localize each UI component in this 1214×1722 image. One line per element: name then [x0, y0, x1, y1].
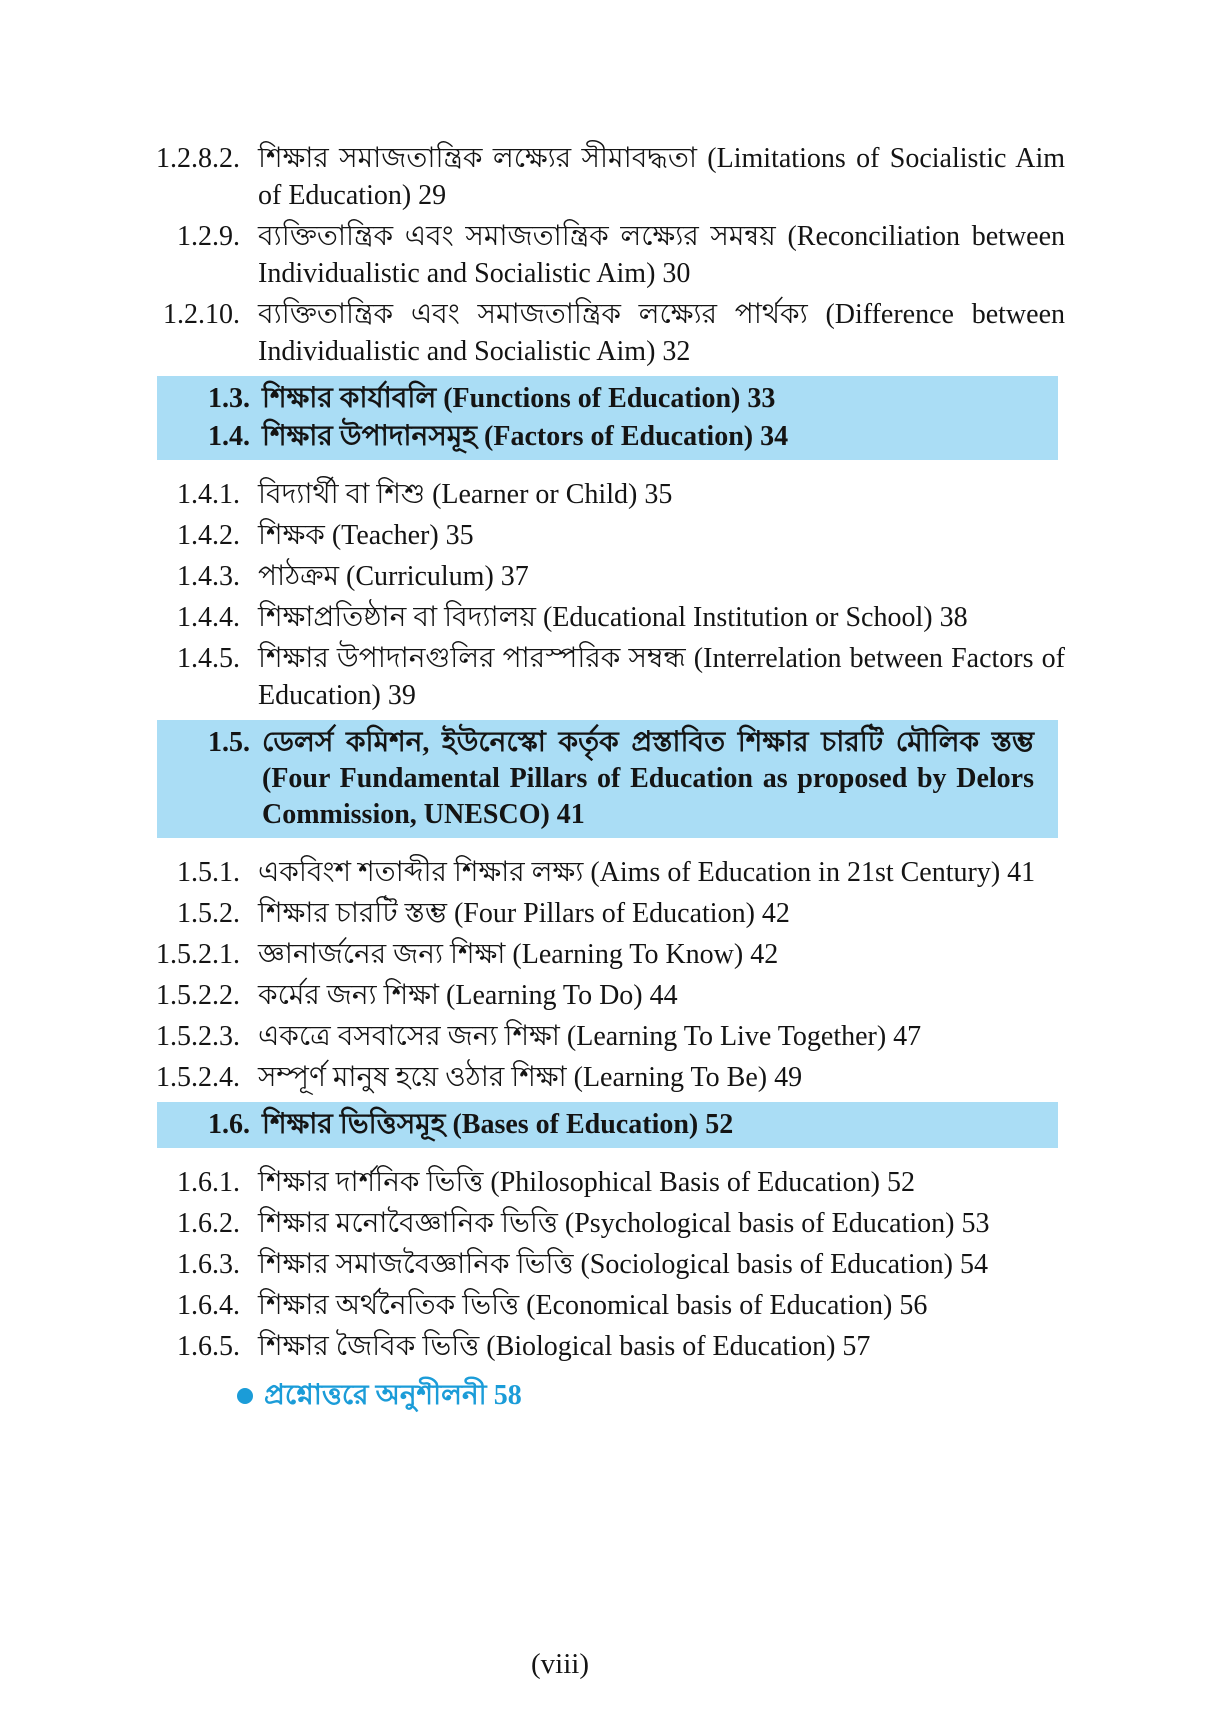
toc-entry — [152, 936, 1065, 973]
toc-entry — [157, 1107, 1058, 1143]
toc-entry — [157, 381, 1058, 417]
entry-number: 1.4.1. — [177, 479, 240, 510]
entry-number: 1.5.2. — [177, 898, 240, 929]
page-number: (viii) — [531, 1648, 589, 1680]
entry-title: শিক্ষার উপাদানগুলির পারস্পরিক সম্বন্ধ (Interrelation between Factors of Education) 39 — [258, 643, 1065, 711]
entry-number: 1.5.2.1. — [156, 939, 240, 970]
entry-title: শিক্ষার মনোবৈজ্ঞানিক ভিত্তি (Psychological basis of Education) 53 — [258, 1208, 990, 1239]
toc-entry — [152, 1287, 1065, 1324]
exercise-bullet-item — [152, 1377, 1065, 1414]
entry-number: 1.6.4. — [177, 1290, 240, 1321]
entry-number: 1.2.9. — [177, 221, 240, 252]
entry-number: 1.4.5. — [177, 643, 240, 674]
exercise-label: প্রশ্নোত্তরে অনুশীলনী 58 — [264, 1380, 522, 1411]
section-number: 1.3. — [208, 383, 250, 414]
entry-title: ব্যক্তিতান্ত্রিক এবং সমাজতান্ত্রিক লক্ষ্যের সমন্বয় (Reconciliation between Individualistic and Socialistic Aim) 30 — [258, 221, 1065, 289]
toc-entry — [152, 1205, 1065, 1242]
section-title: শিক্ষার উপাদানসমূহ (Factors of Education) 34 — [262, 421, 789, 452]
entry-number: 1.5.2.2. — [156, 980, 240, 1011]
entry-title: শিক্ষার চারটি স্তম্ভ (Four Pillars of Education) 42 — [258, 898, 790, 929]
section-title: শিক্ষার ভিত্তিসমূহ (Bases of Education) 52 — [262, 1109, 734, 1140]
entry-number: 1.5.2.3. — [156, 1021, 240, 1052]
toc-entry — [152, 476, 1065, 513]
entry-title: সম্পূর্ণ মানুষ হয়ে ওঠার শিক্ষা (Learning To Be) 49 — [258, 1062, 803, 1093]
toc-entry — [152, 1328, 1065, 1365]
entry-number: 1.6.5. — [177, 1331, 240, 1362]
toc-entry — [152, 1059, 1065, 1096]
toc-entry — [157, 725, 1058, 833]
entry-number: 1.4.2. — [177, 520, 240, 551]
highlighted-section — [157, 376, 1058, 460]
entry-number: 1.2.10. — [163, 299, 240, 330]
section-title: ডেলর্স কমিশন, ইউনেস্কো কর্তৃক প্রস্তাবিত শিক্ষার চারটি মৌলিক স্তম্ভ (Four Fundamental Pillars of Education as proposed by Delors Commission, UNESCO) 41 — [262, 727, 1034, 830]
entry-number: 1.6.2. — [177, 1208, 240, 1239]
toc-entry — [152, 1018, 1065, 1055]
entry-title: বিদ্যার্থী বা শিশু (Learner or Child) 35 — [258, 479, 673, 510]
toc-entry — [152, 1246, 1065, 1283]
entry-title: শিক্ষার দার্শনিক ভিত্তি (Philosophical Basis of Education) 52 — [258, 1167, 916, 1198]
entry-title: একত্রে বসবাসের জন্য শিক্ষা (Learning To Live Together) 47 — [258, 1021, 922, 1052]
section-number: 1.5. — [208, 727, 250, 758]
toc-entry — [152, 1164, 1065, 1201]
entry-number: 1.6.1. — [177, 1167, 240, 1198]
toc-entry — [152, 977, 1065, 1014]
entry-title: জ্ঞানার্জনের জন্য শিক্ষা (Learning To Know) 42 — [258, 939, 779, 970]
entry-number: 1.6.3. — [177, 1249, 240, 1280]
entry-title: শিক্ষাপ্রতিষ্ঠান বা বিদ্যালয় (Educational Institution or School) 38 — [258, 602, 968, 633]
bullet-icon — [237, 1388, 253, 1404]
toc-entry — [152, 599, 1065, 636]
entry-title: শিক্ষার সমাজতান্ত্রিক লক্ষ্যের সীমাবদ্ধতা (Limitations of Socialistic Aim of Education) 29 — [258, 143, 1065, 211]
highlighted-section — [157, 720, 1058, 838]
entry-number: 1.4.3. — [177, 561, 240, 592]
entry-title: পাঠক্রম (Curriculum) 37 — [258, 561, 529, 592]
table-of-contents — [152, 140, 1065, 1414]
entry-number: 1.5.2.4. — [156, 1062, 240, 1093]
toc-entry — [152, 140, 1065, 214]
entry-title: শিক্ষার জৈবিক ভিত্তি (Biological basis of Education) 57 — [258, 1331, 871, 1362]
toc-entry — [152, 296, 1065, 370]
section-title: শিক্ষার কার্যাবলি (Functions of Education) 33 — [262, 383, 776, 414]
toc-entry — [152, 218, 1065, 292]
section-number: 1.6. — [208, 1109, 250, 1140]
entry-title: শিক্ষার সমাজবৈজ্ঞানিক ভিত্তি (Sociological basis of Education) 54 — [258, 1249, 988, 1280]
entry-number: 1.4.4. — [177, 602, 240, 633]
toc-entry — [152, 895, 1065, 932]
toc-entry — [152, 854, 1065, 891]
toc-entry — [152, 517, 1065, 554]
entry-number: 1.5.1. — [177, 857, 240, 888]
entry-title: কর্মের জন্য শিক্ষা (Learning To Do) 44 — [258, 980, 678, 1011]
section-number: 1.4. — [208, 421, 250, 452]
toc-entry — [152, 558, 1065, 595]
toc-entry — [157, 419, 1058, 455]
entry-title: ব্যক্তিতান্ত্রিক এবং সমাজতান্ত্রিক লক্ষ্যের পার্থক্য (Difference between Individualistic and Socialistic Aim) 32 — [258, 299, 1065, 367]
entry-number: 1.2.8.2. — [156, 143, 240, 174]
highlighted-section — [157, 1102, 1058, 1148]
entry-title: একবিংশ শতাব্দীর শিক্ষার লক্ষ্য (Aims of Education in 21st Century) 41 — [258, 857, 1036, 888]
entry-title: শিক্ষার অর্থনৈতিক ভিত্তি (Economical basis of Education) 56 — [258, 1290, 928, 1321]
toc-entry — [152, 640, 1065, 714]
entry-title: শিক্ষক (Teacher) 35 — [258, 520, 474, 551]
